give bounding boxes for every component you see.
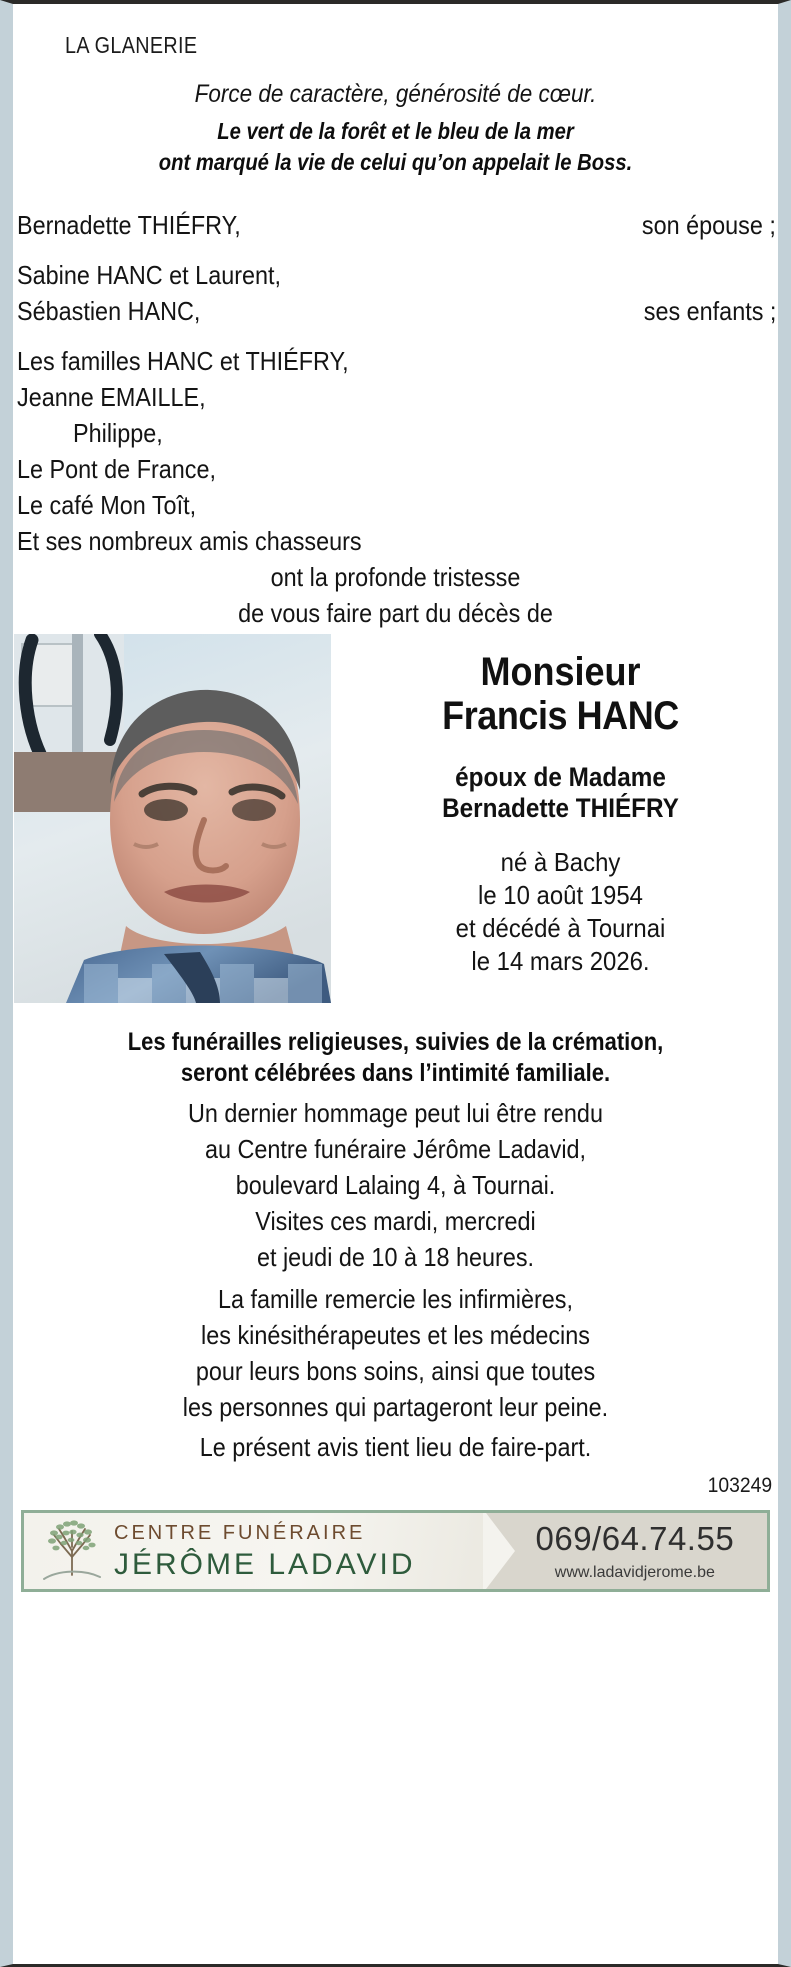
- tree-icon-graphic: [40, 1517, 104, 1585]
- death-place: et décédé à Tournai: [455, 913, 666, 943]
- closing-line: Le présent avis tient lieu de faire-part.: [199, 1432, 592, 1462]
- brand-bottom-label: JÉRÔME LADAVID: [114, 1547, 416, 1581]
- relation-row: [13, 382, 778, 412]
- announcement-line1: ont la profonde tristesse: [270, 562, 521, 592]
- brand-text: [114, 1523, 416, 1580]
- vital-dates-block: [343, 846, 778, 978]
- spouse-line1: époux de Madame: [455, 762, 666, 792]
- relation-name: Philippe,: [73, 418, 163, 448]
- funeral-line4: Visites ces mardi, mercredi: [255, 1206, 536, 1236]
- relation-name: Bernadette THIÉFRY,: [17, 210, 241, 240]
- relation-name: Sabine HANC et Laurent,: [17, 260, 282, 290]
- spouse-line2: Bernadette THIÉFRY: [442, 793, 679, 823]
- relation-name: Les familles HANC et THIÉFRY,: [17, 346, 349, 376]
- birth-date: le 10 août 1954: [478, 880, 643, 910]
- funeral-bold-line1: Les funérailles religieuses, suivies de la crémation,: [127, 1028, 664, 1056]
- funeral-line5: et jeudi de 10 à 18 heures.: [256, 1242, 535, 1272]
- relation-name: Le Pont de France,: [17, 454, 217, 484]
- deceased-title: Monsieur: [480, 650, 641, 694]
- notice-inner: [13, 4, 778, 1964]
- funeral-line3: boulevard Lalaing 4, à Tournai.: [235, 1170, 556, 1200]
- phone-number[interactable]: 069/64.74.55: [535, 1520, 735, 1557]
- relation-name: Sébastien HANC,: [17, 296, 201, 326]
- motto-bold-line1: Le vert de la forêt et le bleu de la mer: [217, 118, 574, 144]
- relation-row: [13, 526, 778, 556]
- thanks-line2: les kinésithérapeutes et les médecins: [201, 1320, 590, 1350]
- tree-icon: [40, 1517, 104, 1585]
- motto-italic: Force de caractère, générosité de cœur.: [194, 80, 597, 108]
- brand-top-label: CENTRE FUNÉRAIRE: [114, 1521, 366, 1544]
- relation-name: Le café Mon Toît,: [17, 490, 197, 520]
- relation-label: ses enfants ;: [643, 296, 776, 326]
- funeral-line1: Un dernier hommage peut lui être rendu: [188, 1098, 603, 1128]
- relation-row: [13, 210, 778, 240]
- death-date: le 14 mars 2026.: [471, 946, 650, 976]
- relation-row: [13, 346, 778, 376]
- relation-name: Et ses nombreux amis chasseurs: [17, 526, 362, 556]
- deceased-name-block: [343, 650, 778, 978]
- locality-label: LA GLANERIE: [65, 32, 198, 58]
- birth-place: né à Bachy: [500, 847, 621, 877]
- banner-contact-area: [485, 1513, 767, 1589]
- relation-row: [13, 454, 778, 484]
- thanks-line4: les personnes qui partageront leur peine.: [182, 1392, 609, 1422]
- thanks-line3: pour leurs bons soins, ainsi que toutes: [195, 1356, 596, 1386]
- thanks-line1: La famille remercie les infirmières,: [217, 1284, 573, 1314]
- reference-number: 103249: [707, 1474, 772, 1497]
- banner-brand-area: [24, 1513, 485, 1589]
- spouse-block: [343, 762, 778, 824]
- relation-label: son épouse ;: [641, 210, 776, 240]
- funeral-bold-line2: seront célébrées dans l’intimité familiale.: [180, 1059, 611, 1087]
- relation-row: [13, 418, 778, 448]
- website-url[interactable]: www.ladavidjerome.be: [554, 1564, 715, 1581]
- motto-bold-line2: ont marqué la vie de celui qu’on appelait le Boss.: [158, 149, 633, 175]
- deceased-portrait-photo: [14, 634, 331, 1003]
- announcement-line2: de vous faire part du décès de: [238, 598, 553, 628]
- relation-row: [13, 490, 778, 520]
- relation-row: [13, 260, 778, 290]
- deceased-name: Francis HANC: [442, 694, 679, 738]
- portrait-illustration: [14, 634, 331, 1003]
- funeral-line2: au Centre funéraire Jérôme Ladavid,: [204, 1134, 587, 1164]
- relation-row: [13, 296, 778, 326]
- relation-name: Jeanne EMAILLE,: [17, 382, 206, 412]
- funeral-home-banner: [21, 1510, 770, 1592]
